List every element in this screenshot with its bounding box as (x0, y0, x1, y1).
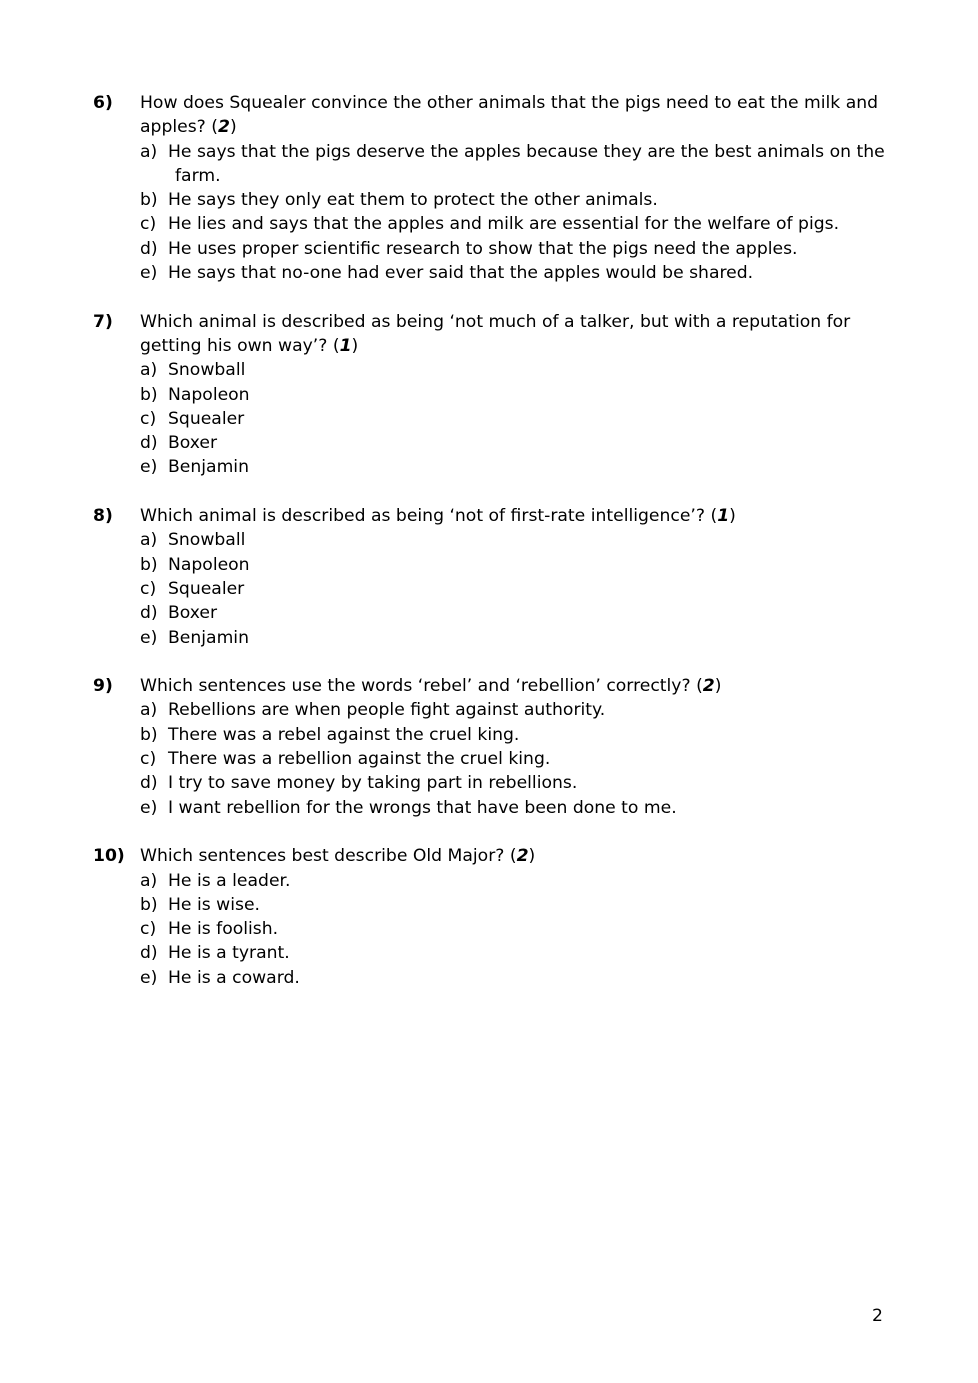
option-letter: e) (140, 627, 158, 648)
marks: (1) (332, 335, 359, 356)
option-c (0, 747, 978, 771)
question-10 (0, 844, 978, 990)
option-d (0, 601, 978, 625)
option-letter: b) (140, 190, 158, 211)
option-letter: c) (140, 919, 157, 940)
question-8 (0, 504, 978, 650)
option-a (0, 869, 978, 893)
question-6 (0, 91, 978, 285)
marks: (2) (509, 846, 536, 867)
option-text: Boxer (168, 433, 218, 454)
marks: (2) (696, 676, 722, 697)
question-stem (0, 844, 978, 868)
question-text: How does Squealer convince the other animals that the pigs need to eat the milk and apples? (140, 93, 879, 138)
option-list (0, 358, 978, 479)
option-letter: d) (140, 943, 158, 964)
option-a (0, 698, 978, 722)
marks-value: 2 (516, 846, 529, 867)
option-text: He lies and says that the apples and milk are essential for the welfare of pigs. (168, 214, 840, 235)
question-text: Which sentences use the words ‘rebel’ and ‘rebellion’ correctly? (140, 676, 691, 697)
marks-value: 2 (217, 117, 230, 138)
question-7 (0, 310, 978, 480)
option-letter: e) (140, 457, 158, 478)
question-9 (0, 674, 978, 820)
option-text: Benjamin (168, 627, 249, 648)
question-text: Which animal is described as being ‘not of first-rate intelligence’? (140, 506, 706, 527)
question-text: Which sentences best describe Old Major? (140, 846, 505, 867)
option-list (0, 698, 978, 819)
option-text: Rebellions are when people fight against authority. (168, 700, 606, 721)
option-text: He is a leader. (168, 870, 291, 891)
option-letter: e) (140, 797, 158, 818)
question-number: 8) (93, 506, 113, 527)
question-number: 6) (93, 93, 113, 113)
option-list (0, 528, 978, 649)
question-stem (0, 310, 978, 359)
option-text: I want rebellion for the wrongs that have been done to me. (168, 797, 677, 818)
option-text: Benjamin (168, 457, 249, 478)
option-letter: e) (140, 263, 158, 284)
question-stem (0, 674, 978, 698)
option-letter: b) (140, 384, 158, 405)
option-c (0, 917, 978, 941)
option-e (0, 966, 978, 990)
page-number: 2 (872, 1306, 883, 1326)
option-text: Napoleon (168, 384, 250, 405)
option-letter: a) (140, 870, 158, 891)
marks: (2) (211, 117, 237, 138)
option-a (0, 358, 978, 382)
option-text: Napoleon (168, 554, 250, 575)
option-d (0, 771, 978, 795)
option-letter: e) (140, 967, 158, 988)
option-e (0, 261, 978, 285)
question-number: 7) (93, 311, 113, 332)
option-letter: c) (140, 214, 157, 235)
option-letter: d) (140, 238, 158, 259)
option-letter: c) (140, 408, 157, 429)
option-text: He is wise. (168, 894, 260, 915)
question-list (0, 91, 978, 1014)
option-list (0, 869, 978, 990)
option-c (0, 577, 978, 601)
option-letter: a) (140, 360, 158, 381)
option-letter: a) (140, 530, 158, 551)
option-text: He says they only eat them to protect the other animals. (168, 190, 658, 211)
option-c (0, 212, 978, 236)
option-text: He is a tyrant. (168, 943, 290, 964)
option-letter: b) (140, 724, 158, 745)
option-b (0, 383, 978, 407)
option-list (0, 140, 978, 286)
option-text: He says that no-one had ever said that the apples would be shared. (168, 263, 754, 284)
question-stem (0, 91, 978, 140)
option-d (0, 431, 978, 455)
option-letter: d) (140, 773, 158, 794)
option-letter: c) (140, 749, 157, 770)
option-letter: c) (140, 578, 157, 599)
option-text: He is a coward. (168, 967, 300, 988)
option-text: Squealer (168, 408, 245, 429)
option-d (0, 941, 978, 965)
option-letter: a) (140, 141, 158, 162)
option-d (0, 237, 978, 261)
option-text: I try to save money by taking part in rebellions. (168, 773, 578, 794)
option-letter: a) (140, 700, 158, 721)
option-text: Boxer (168, 603, 218, 624)
option-b (0, 188, 978, 212)
option-text: There was a rebel against the cruel king. (168, 724, 520, 745)
option-c (0, 407, 978, 431)
option-letter: d) (140, 603, 158, 624)
option-text: He says that the pigs deserve the apples because they are the best animals on the farm. (168, 141, 885, 186)
option-e (0, 455, 978, 479)
option-e (0, 626, 978, 650)
option-letter: b) (140, 894, 158, 915)
option-letter: b) (140, 554, 158, 575)
option-e (0, 796, 978, 820)
option-letter: d) (140, 433, 158, 454)
option-a (0, 140, 978, 189)
option-b (0, 553, 978, 577)
question-text: Which animal is described as being ‘not much of a talker, but with a reputation for getting his own way’? (140, 311, 851, 356)
option-text: He uses proper scientific research to show that the pigs need the apples. (168, 238, 798, 259)
marks-value: 1 (717, 506, 730, 527)
option-text: He is foolish. (168, 919, 279, 940)
option-text: Squealer (168, 578, 245, 599)
option-text: Snowball (168, 530, 246, 551)
marks-value: 1 (339, 335, 352, 356)
option-b (0, 893, 978, 917)
question-number: 10) (93, 846, 125, 867)
option-text: Snowball (168, 360, 246, 381)
marks: (1) (710, 506, 736, 527)
option-a (0, 528, 978, 552)
option-b (0, 723, 978, 747)
option-text: There was a rebellion against the cruel king. (168, 749, 551, 770)
question-stem (0, 504, 978, 528)
marks-value: 2 (702, 676, 715, 697)
question-number: 9) (93, 676, 113, 697)
